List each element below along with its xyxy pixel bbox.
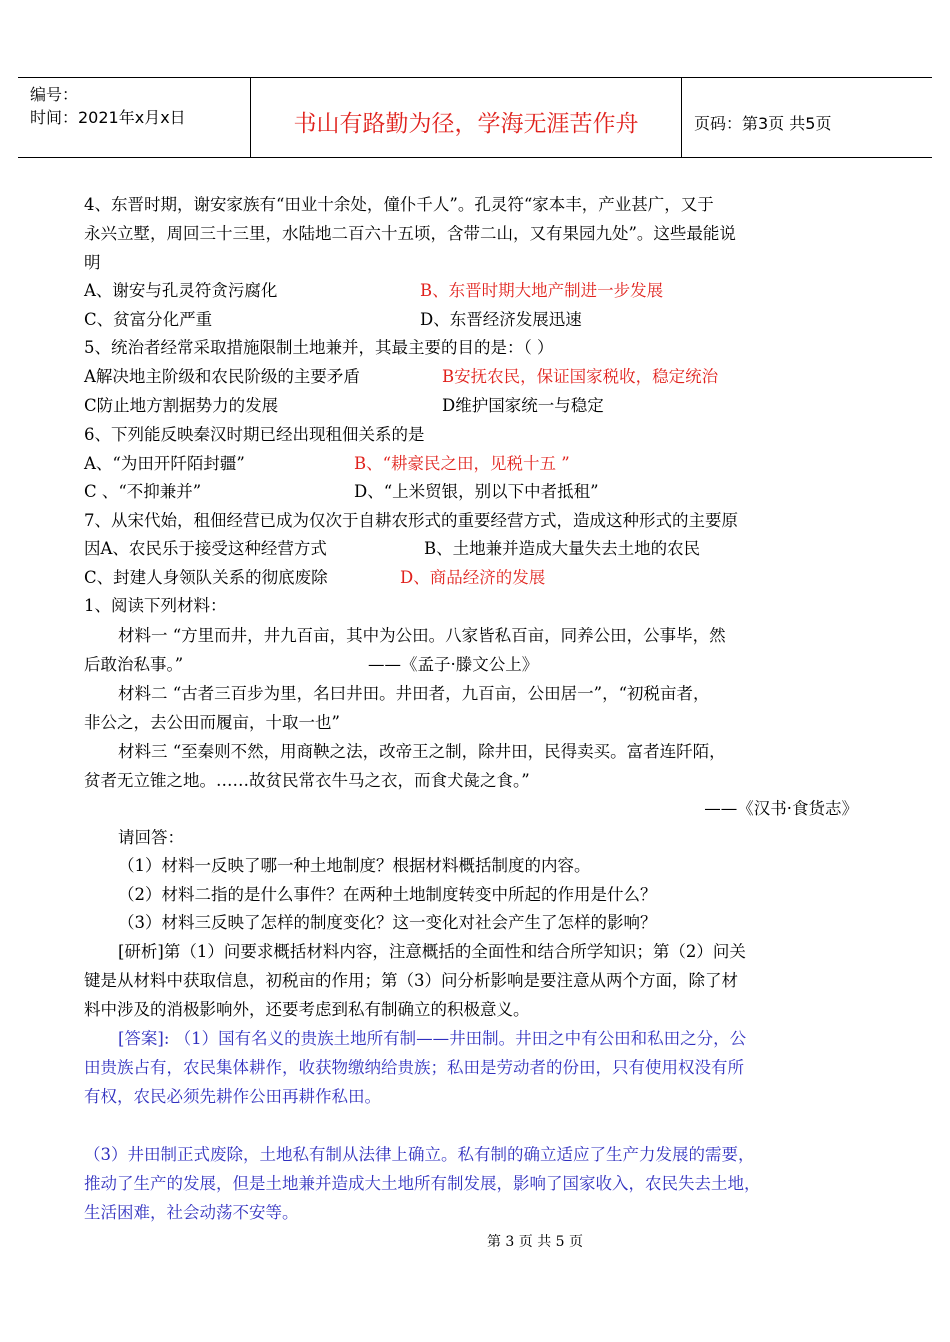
document-number-label: 编号： <box>30 85 79 104</box>
q6-option-b-answer: B、“耕豪民之田，见税十五 ” <box>354 454 570 473</box>
material3-line1: 材料三 “至秦则不然，用商鞅之法，改帝王之制，除井田，民得卖买。富者连阡陌， <box>118 742 726 761</box>
q4-option-c: C、贫富分化严重 <box>84 310 213 329</box>
header-left-cell <box>18 78 251 157</box>
q7-stem-line1: 7、从宋代始，租佃经营已成为仅次于自耕农形式的重要经营方式，造成这种形式的主要原 <box>84 511 738 530</box>
question-1: （1）材料一反映了哪一种土地制度？根据材料概括制度的内容。 <box>118 856 591 875</box>
q4-option-a: A、谢安与孔灵符贪污腐化 <box>84 281 278 300</box>
q4-stem-line1: 4、东晋时期，谢安家族有“田业十余处，僮仆千人”。孔灵符“家本丰，产业甚广，又于 <box>84 195 714 214</box>
answer-line2: 田贵族占有，农民集体耕作，收获物缴纳给贵族；私田是劳动者的份田，只有使用权没有所 <box>84 1058 744 1077</box>
material1-source: ——《孟子·滕文公上》 <box>368 655 539 674</box>
q6-option-d: D、“上米贸银，别以下中者抵租” <box>354 482 599 501</box>
page-footer <box>0 1231 950 1251</box>
q7-stem-line2-option-a: 因A、农民乐于接受这种经营方式 <box>84 539 327 558</box>
header-right-cell <box>682 78 932 157</box>
q4-stem-line3: 明 <box>84 253 101 272</box>
header-page-info: 页码：第3页 共5页 <box>694 114 832 133</box>
q5-stem: 5、统治者经常采取措施限制土地兼并，其最主要的目的是：（ ） <box>84 338 554 357</box>
q6-stem: 6、下列能反映秦汉时期已经出现租佃关系的是 <box>84 425 425 444</box>
page-header <box>18 77 932 158</box>
answer-line4: （3）井田制正式废除，土地私有制从法律上确立。私有制的确立适应了生产力发展的需要， <box>84 1145 755 1164</box>
material3-source: ——《汉书·食货志》 <box>704 799 858 818</box>
material2-line1: 材料二 “古者三百步为里，名曰井田。井田者，九百亩，公田居一”，“初税亩者， <box>118 684 710 703</box>
material2-line2: 非公之，去公田而履亩，十取一也” <box>84 713 340 732</box>
reading-title: 1、阅读下列材料： <box>84 596 227 615</box>
material3-line2: 贫者无立锥之地。……故贫民常衣牛马之衣，而食犬彘之食。” <box>84 771 530 790</box>
footer-page-number: 第 3 页 共 5 页 <box>486 1234 584 1250</box>
q4-option-d: D、东晋经济发展迅速 <box>420 310 582 329</box>
answer-line6: 生活困难，社会动荡不安等。 <box>84 1203 299 1222</box>
header-middle-cell <box>251 78 682 157</box>
material1-line1: 材料一 “方里而井，井九百亩，其中为公田。八家皆私百亩，同养公田，公事毕，然 <box>118 626 726 645</box>
analysis-line1: [研析]第（1）问要求概括材料内容，注意概括的全面性和结合所学知识；第（2）问关 <box>118 942 746 961</box>
q5-option-b-answer: B安抚农民，保证国家税收，稳定统治 <box>442 367 719 386</box>
analysis-line3: 料中涉及的消极影响外，还要考虑到私有制确立的积极意义。 <box>84 1000 530 1019</box>
question-3: （3）材料三反映了怎样的制度变化？这一变化对社会产生了怎样的影响？ <box>118 913 657 932</box>
answer-line3: 有权，农民必须先耕作公田再耕作私田。 <box>84 1087 381 1106</box>
q5-option-c: C防止地方割据势力的发展 <box>84 396 279 415</box>
q5-option-d: D维护国家统一与稳定 <box>442 396 604 415</box>
q7-option-b: B、土地兼并造成大量失去土地的农民 <box>424 539 701 558</box>
q5-option-a: A解决地主阶级和农民阶级的主要矛盾 <box>84 367 360 386</box>
material1-line2: 后敢治私事。” <box>84 655 184 674</box>
q4-option-b-answer: B、东晋时期大地产制进一步发展 <box>420 281 664 300</box>
document-date: 时间：2021年x月x日 <box>30 108 186 127</box>
q7-option-d-answer: D、商品经济的发展 <box>400 568 546 587</box>
answer-line1: [答案]: （1）国有名义的贵族土地所有制——井田制。井田之中有公田和私田之分，公 <box>118 1029 747 1048</box>
question-prompt: 请回答： <box>118 828 184 847</box>
motto-text: 书山有路勤为径，学海无涯苦作舟 <box>293 111 639 137</box>
q6-option-c: C 、“不抑兼并” <box>84 482 202 501</box>
analysis-line2: 键是从材料中获取信息，初税亩的作用；第（3）问分析影响是要注意从两个方面，除了材 <box>84 971 738 990</box>
answer-line5: 推动了生产的发展，但是土地兼并造成大土地所有制发展，影响了国家收入，农民失去土地， <box>84 1174 761 1193</box>
q4-stem-line2: 永兴立墅，周回三十三里，水陆地二百六十五顷，含带二山，又有果园九处”。这些最能说 <box>84 224 736 243</box>
q7-option-c: C、封建人身领队关系的彻底废除 <box>84 568 328 587</box>
question-2: （2）材料二指的是什么事件？在两种土地制度转变中所起的作用是什么？ <box>118 885 657 904</box>
q6-option-a: A、“为田开阡陌封疆” <box>84 454 245 473</box>
